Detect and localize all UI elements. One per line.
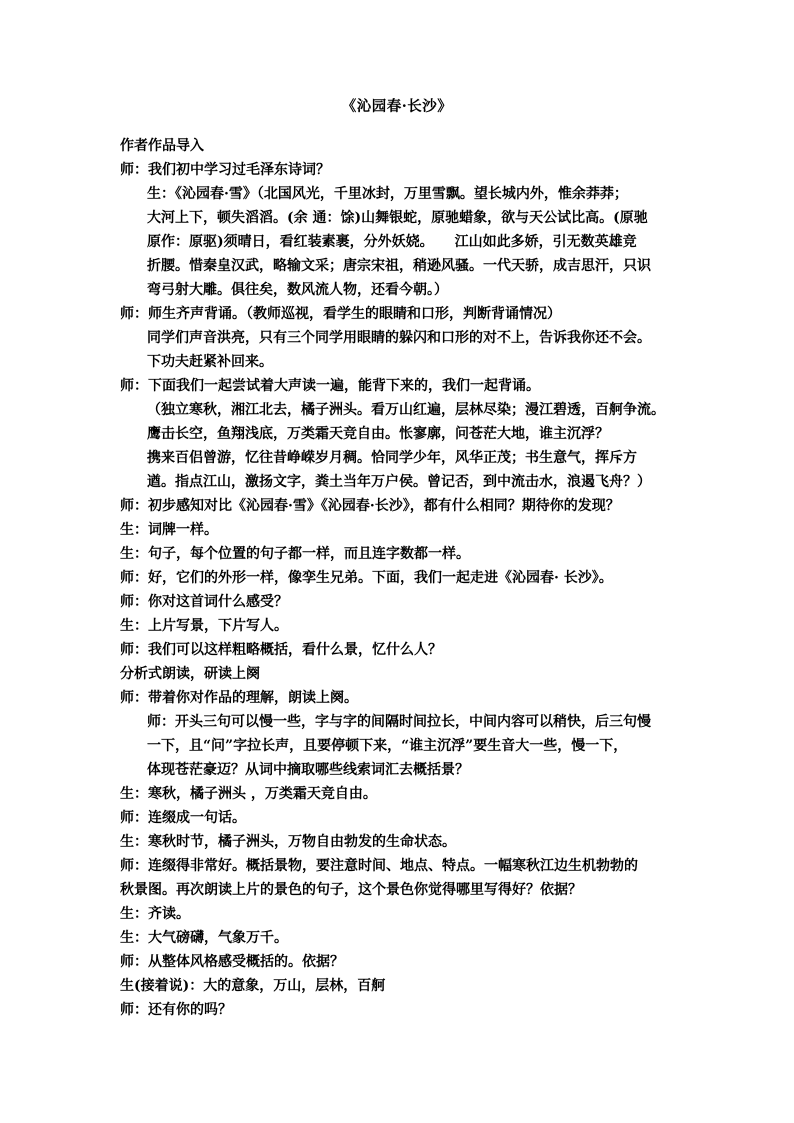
- text-line: 鹰击长空，鱼翔浅底，万类霜天竞自由。怅寥廓，问苍茫大地，谁主沉浮？: [147, 426, 609, 442]
- text-line: 师：我们可以这样粗略概括，看什么景，忆什么人？: [120, 642, 442, 658]
- text-line: 师：师生齐声背诵。（教师巡视，看学生的眼睛和口形，判断背诵情况）: [120, 306, 561, 322]
- text-line: 师：我们初中学习过毛泽东诗词？: [120, 162, 330, 178]
- text-line: 师：开头三句可以慢一些，字与字的间隔时间拉长，中间内容可以稍快，后三句慢: [147, 714, 651, 730]
- text-line: 师：下面我们一起尝试着大声读一遍，能背下来的，我们一起背诵。: [120, 378, 540, 394]
- text-line: 同学们声音洪亮，只有三个同学用眼睛的躲闪和口形的对不上，告诉我你还不会。: [147, 330, 651, 346]
- text-line: 生：句子，每个位置的句子都一样，而且连字数都一样。: [120, 546, 470, 562]
- text-line: 师：连缀成一句话。: [120, 810, 246, 826]
- text-line: 弯弓射大雕。俱往矣，数风流人物，还看今朝。）: [147, 282, 448, 298]
- text-line: 师：从整体风格感受概括的。依据？: [120, 954, 344, 970]
- text-line: 大河上下，顿失滔滔。(余 通：馀)山舞银蛇，原驰蜡象，欲与天公试比高。(原驰: [147, 210, 648, 226]
- text-line: 生：齐读。: [120, 906, 190, 922]
- text-line: 携来百侣曾游，忆往昔峥嵘岁月稠。恰同学少年，风华正茂；书生意气，挥斥方: [147, 450, 637, 466]
- text-line: 师：好，它们的外形一样，像孪生兄弟。下面，我们一起走进《沁园春· 长沙》。: [120, 570, 613, 586]
- text-line: 师：带着你对作品的理解，朗读上阕。: [120, 690, 358, 706]
- text-line: 生：词牌一样。: [120, 522, 218, 538]
- text-line: （独立寒秋，湘江北去，橘子洲头。看万山红遍，层林尽染；漫江碧透，百舸争流。: [147, 402, 665, 418]
- text-line: 体现苍茫豪迈？从词中摘取哪些线索词汇去概括景？: [147, 762, 469, 778]
- text-line: 生：寒秋时节，橘子洲头，万物自由勃发的生命状态。: [120, 834, 456, 850]
- text-line: 生：寒秋，橘子洲头 ，万类霜天竞自由。: [120, 786, 377, 802]
- text-line: 生：《沁园春·雪》（北国风光，千里冰封，万里雪飘。望长城内外，惟余莽莽；: [147, 186, 628, 202]
- text-line: 原作：原驱)须晴日，看红装素裹，分外妖娆。 江山如此多娇，引无数英雄竞: [147, 234, 637, 250]
- text-line: 师：还有你的吗？: [120, 1002, 232, 1018]
- text-line: 下功夫赶紧补回来。: [147, 354, 273, 370]
- text-line: 师：连缀得非常好。概括景物，要注意时间、地点、特点。一幅寒秋江边生机勃勃的: [120, 858, 638, 874]
- text-line: 秋景图。再次朗读上片的景色的句子，这个景色你觉得哪里写得好？依据？: [120, 882, 582, 898]
- text-line: 分析式朗读，研读上阕: [120, 666, 260, 682]
- document-body: [120, 134, 690, 1022]
- text-line: 师：你对这首词什么感受？: [120, 594, 288, 610]
- text-line: 生(接着说)：大的意象，万山，层林，百舸: [120, 978, 386, 994]
- text-line: 一下，且“问”字拉长声，且要停顿下来，“谁主沉浮”要生音大一些，慢一下，: [147, 738, 628, 754]
- document-title: 《沁园春·长沙》: [341, 98, 453, 115]
- text-line: 生：上片写景，下片写人。: [120, 618, 288, 634]
- text-line: 师：初步感知对比《沁园春·雪》《沁园春·长沙》，都有什么相同？期待你的发现？: [120, 498, 620, 514]
- text-line: 折腰。惜秦皇汉武，略输文采；唐宗宋祖，稍逊风骚。一代天骄，成吉思汗，只识: [147, 258, 651, 274]
- text-line: 生：大气磅礴，气象万千。: [120, 930, 288, 946]
- text-line: 作者作品导入: [120, 138, 204, 154]
- text-line: 遒。指点江山，激扬文字，粪土当年万户侯。曾记否，到中流击水，浪遏飞舟？）: [147, 474, 651, 490]
